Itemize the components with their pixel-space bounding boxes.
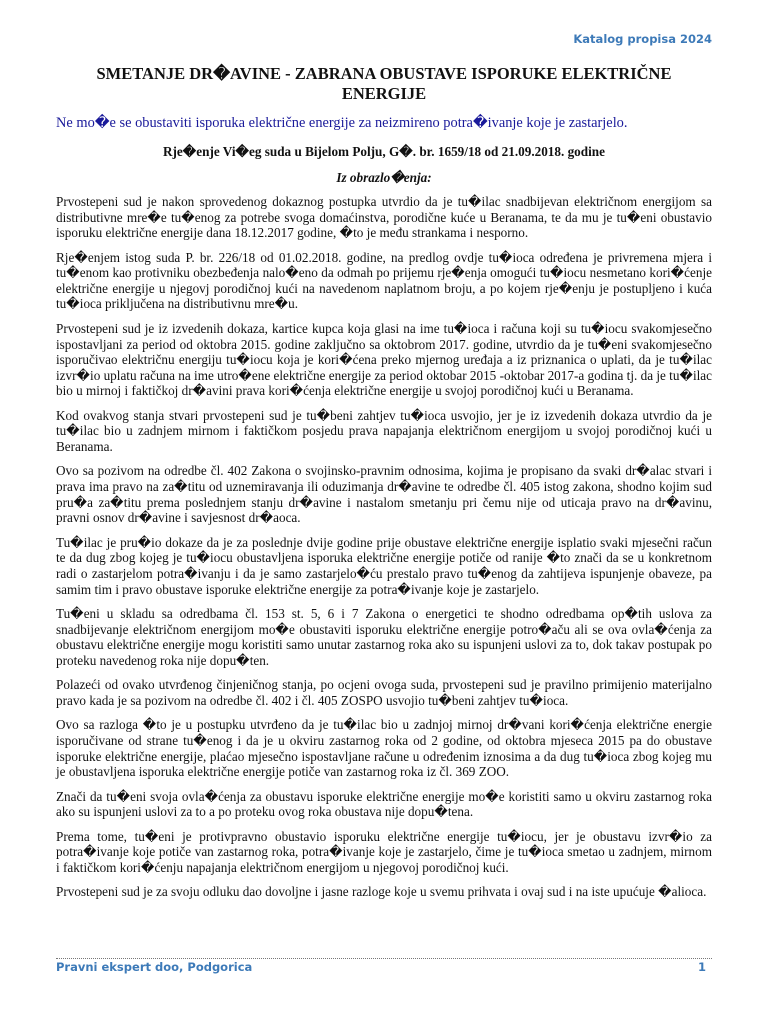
paragraph: Prvostepeni sud je nakon sprovedenog dokaznog postupka utvrdio da je tu�ilac snadbijevan električnom energijom sa distributivne mre�e tu�enog za potrebe svoga domaćinstva, porodične kuće u Beranama, te da mu je tu�eni obustavio isporuku električne energije dana 18.12.2017 godine, �to je među strankama i nesporno. — [56, 194, 712, 241]
paragraph: Prvostepeni sud je iz izvedenih dokaza, kartice kupca koja glasi na ime tu�ioca i računa koji su tu�iocu svakomjesečno ispostavljani za period od oktobra 2015. godine zaključno sa oktobrom 2017. godine, utvrdio da je tu�eni svakomjesečno isporučivao električnu energiju tu�iocu koja je kori�ćena preko mjernog uređaja a iz priznanica o uplati, da je tu�ilac izvr�io uplatu računa na ime utro�ene električne energije za period oktobar 2015 -oktobar 2017-a godina tj. da je tu�ilac bio u mirnoj i faktičkoj dr�avini prava kori�ćenja električne energije u svojoj porodičnoj kući u Beranama. — [56, 320, 712, 399]
paragraph: Prvostepeni sud je za svoju odluku dao dovoljne i jasne razloge koje u svemu prihvata i ovaj sud i na iste upućuje �alioca. — [56, 884, 707, 900]
paragraph: Ovo sa razloga �to je u postupku utvrđeno da je tu�ilac bio u zadnjoj mirnoj dr�vani kori�ćenja električne energie isporučivane od strane tu�enog i da je u okviru zastarnog roka od 2 godine, od oktobra mjeseca 2015 pa do obustave isporuke električne energije, plaćao mjesečno ispostavljane račune u određenim iznosima a da dug tu�ioca zbog kojeg mu je obustavljena isporuka električne energije potiče van zastarnog roka iz čl. 369 ZOO. — [56, 717, 712, 780]
footer-divider — [56, 958, 712, 959]
footer-company: Pravni ekspert doo, Podgorica — [56, 960, 253, 974]
document-title: SMETANJE DR�AVINE - ZABRANA OBUSTAVE ISPORUKE ELEKTRIČNE ENERGIJE — [96, 64, 672, 103]
legal-principle: Ne mo�e se obustaviti isporuka električne energije za neizmireno potra�ivanje koje je zastarjelo. — [56, 115, 628, 131]
page-number: 1 — [697, 960, 706, 974]
paragraph: Ovo sa pozivom na odredbe čl. 402 Zakona o svojinsko-pravnim odnosima, kojima je propisano da svaki dr�alac stvari i prava ima pravo na za�titu od uznemiravanja ili oduzimanja dr�avine te odredbe čl. 405 istog zakona, shodno kojim sud pru�a za�titu prema poslednjem stanju dr�avine i nastalom smetanju pri čemu nije od uticaja pravo na dr�avinu, pravni osnov dr�avine i savjesnost dr�aoca. — [56, 463, 712, 526]
section-heading: Iz obrazlo�enja: — [336, 170, 432, 185]
paragraph: Znači da tu�eni svoja ovla�ćenja za obustavu isporuke električne energije mo�e koristiti samo u okviru zastarnog roka ako su ispunjeni uslovi za to a po proteku ovog roka obustava nije dopu�tena. — [56, 788, 712, 820]
paragraph: Polazeći od ovako utvrđenog činjeničnog stanja, po ocjeni ovoga suda, prvostepeni sud je pravilno primijenio materijalno pravo kada je sa pozivom na odredbe čl. 402 i čl. 405 ZOSPO usvojio tu�beni zahtjev tu�ioca. — [56, 677, 712, 708]
catalog-header: Katalog propisa 2024 — [573, 32, 712, 46]
paragraph: Prema tome, tu�eni je protivpravno obustavio isporuku električne energije tu�iocu, jer je obustavu izvr�io za potra�ivanje koje potiče van zastarnog roka, potra�ivanje koje je zastarjelo, čime je tu�ioca smetao u zadnjem, mirnom i faktičkom kori�ćenju napajanja električnom energijom u njegovoj porodičnoj kući. — [56, 828, 712, 875]
paragraph: Kod ovakvog stanja stvari prvostepeni sud je tu�beni zahtjev tu�ioca usvojio, jer je iz izvedenih dokaza utvrdio da je tu�ilac bio u zadnjem mirnom i faktičkom posjedu prava napajanja električnom energijom u svojoj porodičnoj kući u Beranama. — [56, 407, 712, 454]
document-body — [56, 194, 712, 909]
ruling-reference: Rje�enje Vi�eg suda u Bijelom Polju, G�. br. 1659/18 od 21.09.2018. godine — [163, 144, 605, 159]
paragraph: Tu�eni u skladu sa odredbama čl. 153 st. 5, 6 i 7 Zakona o energetici te shodno odredbama op�tih uslova za snadbijevanje električnom energijom mo�e obustaviti isporuku električne energije potro�aču ali se ova ovla�ćenja za obustavu električne energije mogu koristiti samo unutar zastarnog roka ako su ispunjeni uslovi za to, dok takav postupak po proteku navedenog roka nije dopu�ten. — [56, 606, 712, 668]
paragraph: Tu�ilac je pru�io dokaze da je za poslednje dvije godine prije obustave električne energije isplatio svaki mjesečni račun te da dug zbog kojeg je tu�iocu obustavljena isporuka električne energije potiče od ranije �to znači da se u konkretnom radi o zastarjelom potra�ivanju i da je samo zastarjelo�ću prestalo pravo tu�enog da zahtijeva ispunjenje obaveze, pa samim tim i pravo obustave isporuke električne energije za potra�ivanje koje je zastarjelo. — [56, 534, 712, 597]
paragraph: Rje�enjem istog suda P. br. 226/18 od 01.02.2018. godine, na predlog ovdje tu�ioca određena je privremena mjera i tu�enom kao protivniku obezbeđenja nalo�eno da odmah po prijemu rje�enja omogući tu�iocu nesmetano kori�ćenje električne energije u njegovj porodičnoj kući na navedenom naplatnom broju, a po kojem rje�enju je postupljeno i kuća tu�ioca priključena na distributivnu mre�u. — [56, 249, 712, 312]
